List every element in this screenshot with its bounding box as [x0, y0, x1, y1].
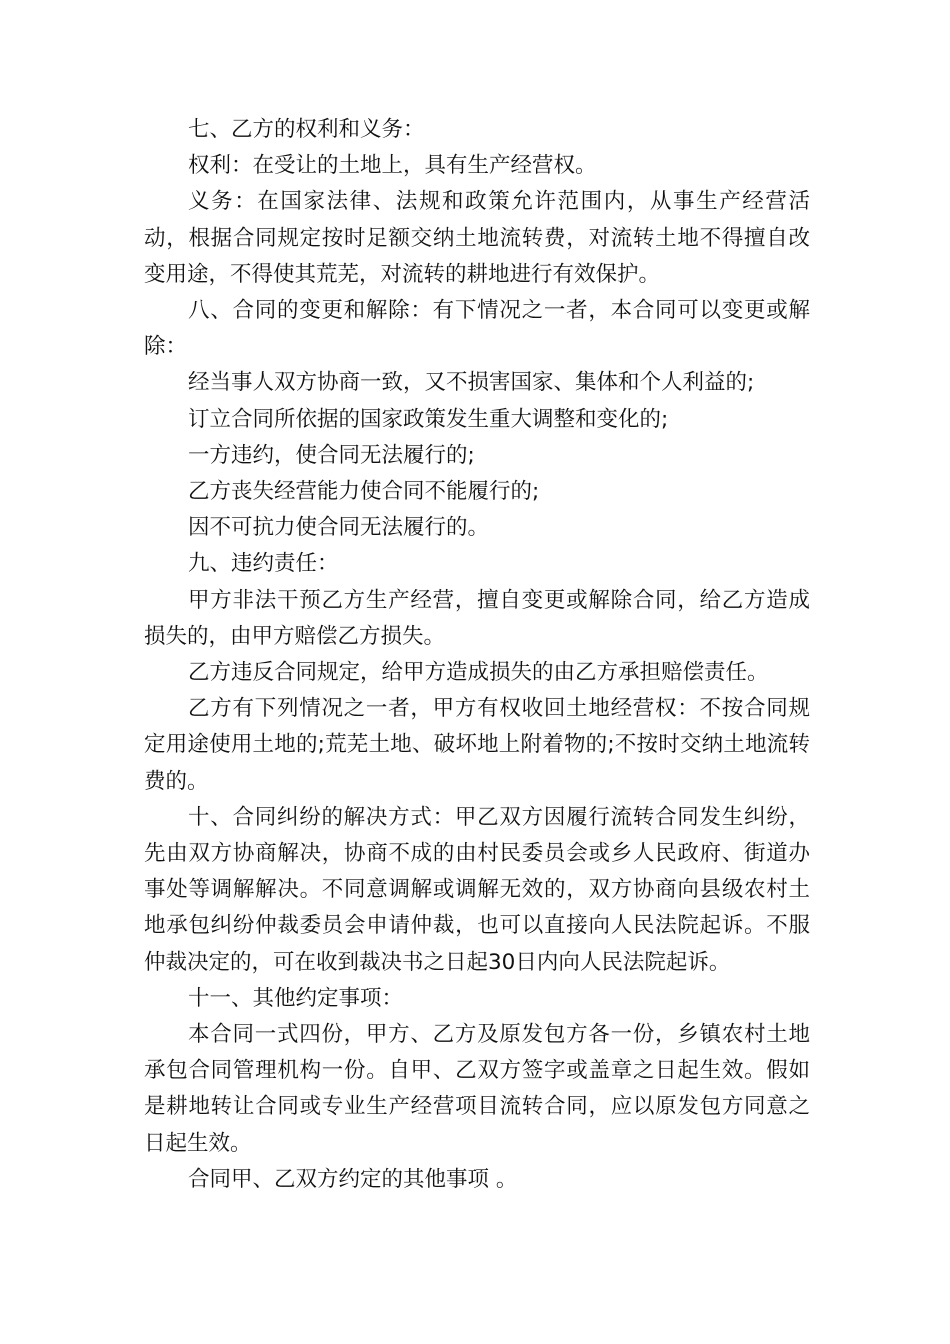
list-item-change-3: 一方违约，使合同无法履行的;	[188, 442, 475, 468]
paragraph-rights: 权利：在受让的土地上，具有生产经营权。	[188, 153, 597, 179]
heading-other-matters: 十一、其他约定事项：	[188, 985, 404, 1011]
heading-party-b-rights: 七、乙方的权利和义务：	[188, 117, 425, 142]
paragraph-revocation: 乙方有下列情况之一者，甲方有权收回土地经营权：不按合同规定用途使用土地的;荒芜土地、破坏地上附着物的;不按时交纳土地流转费的。	[144, 696, 810, 794]
paragraph-liability-party-a: 甲方非法干预乙方生产经营，擅自变更或解除合同，给乙方造成损失的，由甲方赔偿乙方损失。	[144, 587, 810, 649]
heading-contract-change: 八、合同的变更和解除：有下情况之一者，本合同可以变更或解除：	[144, 298, 810, 360]
document-page	[144, 112, 810, 1198]
list-item-change-1: 经当事人双方协商一致，又不损害国家、集体和个人利益的;	[188, 370, 755, 396]
paragraph-liability-party-b: 乙方违反合同规定，给甲方造成损失的由乙方承担赔偿责任。	[188, 660, 769, 686]
paragraph-copies-effective: 本合同一式四份，甲方、乙方及原发包方各一份，乡镇农村土地承包合同管理机构一份。自甲、乙双方签字或盖章之日起生效。假如是耕地转让合同或专业生产经营项目流转合同，应以原发包方同意之日起生效。	[144, 1022, 810, 1156]
list-item-change-2: 订立合同所依据的国家政策发生重大调整和变化的;	[188, 406, 669, 432]
paragraph-obligations: 义务：在国家法律、法规和政策允许范围内，从事生产经营活动，根据合同规定按时足额交纳土地流转费，对流转土地不得擅自改变用途，不得使其荒芜，对流转的耕地进行有效保护。	[144, 189, 810, 287]
list-item-change-4: 乙方丧失经营能力使合同不能履行的;	[188, 479, 540, 505]
paragraph-dispute-resolution: 十、合同纠纷的解决方式：甲乙双方因履行流转合同发生纠纷，先由双方协商解决，协商不成的由村民委员会或乡人民政府、街道办事处等调解解决。不同意调解或调解无效的，双方协商向县级农村土地承包纠纷仲裁委员会申请仲裁，也可以直接向人民法院起诉。不服仲裁决定的，可在收到裁决书之日起30日内向人民法院起诉。	[144, 804, 810, 975]
heading-liability: 九、违约责任：	[188, 551, 339, 577]
list-item-change-5: 因不可抗力使合同无法履行的。	[188, 515, 490, 541]
paragraph-other-agreed: 合同甲、乙双方约定的其他事项 。	[188, 1166, 518, 1192]
